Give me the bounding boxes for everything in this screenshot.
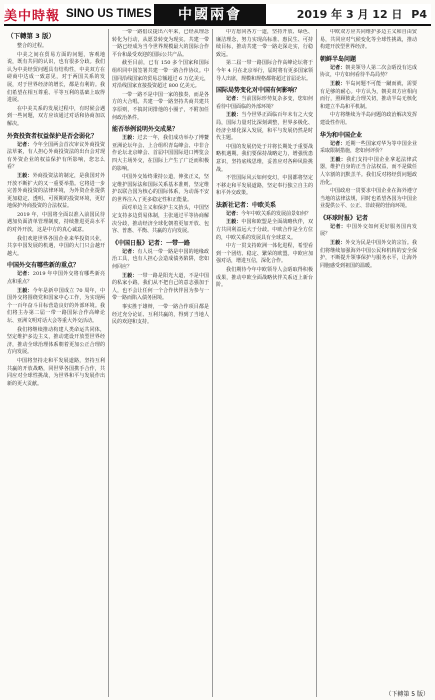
- body-paragraph: 中方愿同各方一道，坚持开放、绿色、廉洁理念，努力实现高标准、惠民生、可持续目标，推动共建一带一路走深走实，行稳致远。: [216, 29, 313, 58]
- section-heading: 《环球时报》记者: [320, 214, 369, 222]
- body-paragraph: 我们期待今年中欧领导人会晤取得积极成果，推动中欧全面战略伙伴关系迈上新台阶。: [216, 267, 313, 289]
- qa-text: 外商投资法的制定，是我国对外开放不断扩大的又一重要举措。它将进一步完善外商投资的法律环境，为外资企业提供更加稳定、透明、可预期的投资环境，更好地保护外商投资的合法权益。: [7, 172, 105, 210]
- section-heading: 朝鲜半岛问题: [320, 55, 357, 63]
- qa-paragraph: [216, 112, 313, 142]
- body-paragraph: 中国外交始终秉持公道，伸张正义，坚定维护国际法和国际关系基本准则，坚定维护以联合国为核心的国际体系，为动荡不安的世界注入了更多稳定性和正能量。: [112, 174, 209, 203]
- qa-text: 2019 年中国外交将有哪些新亮点和重点？: [7, 271, 105, 286]
- qa-paragraph: [216, 219, 313, 242]
- qa-paragraph: [320, 224, 417, 239]
- qa-text: 我们支持中国企业拿起法律武器，维护自身的正当合法权益，而不是做任人宰割的沉默羔羊。我们反对将经贸问题政治化。: [320, 156, 417, 186]
- qa-paragraph: [216, 211, 313, 219]
- qa-text: 中国和欧盟是全面战略伙伴，双方共同利益远大于分歧。中欧合作是全方位的，中欧关系的发展具有全球意义。: [216, 219, 313, 241]
- column-4: [316, 29, 420, 697]
- qa-text: 今年是新中国成立 70 周年，中国外交将围绕党和国家中心工作，为实现两个一百年奋斗目标营造良好的外部环境。我们将主办第二届一带一路国际合作高峰论坛、亚洲文明对话大会等重大外交活动。: [7, 287, 105, 324]
- column-3: [212, 29, 316, 697]
- speaker-label: 王毅：: [17, 172, 33, 179]
- qa-paragraph: [320, 240, 417, 270]
- section-heading: 能否举例说明外交成果？: [112, 126, 179, 134]
- speaker-label: 记者：: [122, 248, 138, 255]
- body-paragraph: 在中美关系的发展过程中，有时候会遇到一些问题，双方应该通过对话和协商加以解决。: [7, 105, 105, 127]
- masthead: [4, 4, 431, 26]
- body-paragraph: 中国政府一贯要求中国企业在海外遵守当地的法律法规，同时也希望各国为中国企业提供公平、公正、非歧视的营商环境。: [320, 188, 417, 210]
- speaker-label: 记者：: [330, 223, 347, 230]
- dateline: [266, 6, 431, 22]
- section-heading: 《中国日报》记者：一带一路: [112, 239, 191, 247]
- brand: [4, 4, 154, 24]
- issue-date: 2019 年 3 月 12 日: [296, 8, 403, 21]
- qa-text: 半岛问题不可能一蹴而就，需要有足够的耐心。中方认为，朝美双方应相向而行，照顾彼此合理关切，推动半岛无核化和建立半岛和平机制。: [320, 80, 417, 110]
- qa-text: 一带一路是阳光大道，不是中国的私家小路。我们从不把自己的意志强加于人，也不会让任何一个合作伙伴因为参与一带一路而陷入债务困境。: [112, 272, 209, 302]
- speaker-label: 王毅：: [122, 272, 138, 279]
- qa-paragraph: [216, 96, 313, 111]
- qa-paragraph: [320, 65, 417, 80]
- qa-paragraph: [7, 173, 105, 211]
- brand-en-name: SINO US TIMES: [66, 8, 152, 20]
- continued-note: （下轉第 5 版）: [385, 691, 429, 698]
- body-paragraph: 第二届一带一路国际合作高峰论坛将于今年 4 月在北京举行，届时将有更多国家领导人出席，规模和规格都将超过首届论坛。: [216, 60, 313, 82]
- section-heading: 中国外交有哪些新的重点？: [7, 262, 80, 270]
- body-paragraph: 我们将继续推动构建人类命运共同体，坚定维护多边主义，推动建设开放型世界经济，推动全球治理体系朝着更加公正合理的方向发展。: [7, 326, 105, 356]
- speaker-label: 记者：: [17, 141, 33, 148]
- body-paragraph: 截至目前，已有 150 多个国家和国际组织同中国签署共建一带一路合作协议。中国同沿线国家的贸易总额超过 6 万亿美元，对沿线国家直接投资超过 800 亿美元。: [112, 60, 209, 90]
- section-heading: 华为和中国企业: [320, 131, 363, 139]
- body-paragraph: 整合的过程。: [17, 43, 48, 49]
- qa-text: 中国外交如何更好服务国内发展？: [320, 223, 417, 238]
- body-paragraph: 事实胜于雄辩，一带一路合作项目都是经过充分论证、互利共赢的，得到了当地人民的欢迎和支持。: [112, 304, 209, 326]
- section-heading: 法新社记者：中欧关系: [216, 201, 277, 209]
- qa-text: 过去一年，我们成功举办了博鳌亚洲论坛年会、上合组织青岛峰会、中非合作论坛北京峰会、首届中国国际进口博览会四大主场外交，在国际上产生了广泛而积极的影响。: [112, 135, 209, 172]
- qa-paragraph: [320, 81, 417, 111]
- speaker-label: 王毅：: [226, 219, 242, 226]
- qa-text: 当今世界正面临百年未有之大变局，国际力量对比深刻调整，世界多极化、经济全球化深入发展，和平与发展仍然是时代主题。: [216, 112, 313, 142]
- qa-paragraph: [112, 249, 209, 272]
- speaker-label: 记者：: [226, 96, 242, 103]
- section-title: 中國兩會: [154, 4, 266, 24]
- body-paragraph: 中欧双方应共同维护多边主义和自由贸易，共同应对气候变化等全球性挑战，推动构建开放型世界经济。: [320, 29, 417, 51]
- speaker-label: 王毅：: [330, 240, 346, 247]
- speaker-label: 王毅：: [330, 80, 346, 87]
- qa-text: 有人说一带一路是中国的地缘政治工具，也有人担心会造成债务陷阱，您如何回应？: [112, 248, 209, 271]
- body-paragraph: 2019 年，中国将全面以准入前国民待遇加负面清单管理制度，持续推进更高水平的对外开放，这是中方的真心诚意。: [7, 211, 105, 234]
- body-paragraph: 中方一贯支持欧洲一体化进程，希望看到一个团结、稳定、繁荣的欧盟。中欧应加强对话，增进互信，深化合作。: [216, 243, 313, 265]
- speaker-label: 记者：: [330, 64, 346, 71]
- qa-text: 近期一些国家对华为等中国企业采取限制措施，您如何评价？: [320, 140, 417, 155]
- continued-from-note: （下轉第 3 版）: [7, 32, 56, 40]
- body-paragraph: 中方将继续为半岛问题的政治解决发挥建设性作用。: [320, 112, 417, 126]
- body-paragraph: 面对单边主义和保护主义抬头，中国坚定支持多边贸易体制，主张通过平等协商解决分歧，推动经济全球化朝着更加开放、包容、普惠、平衡、共赢的方向发展。: [112, 205, 209, 235]
- qa-text: 今年中欧关系的发展前景如何？: [241, 210, 312, 217]
- speaker-label: 王毅：: [122, 135, 138, 142]
- body-paragraph: 一带一路倡议提出六年来，已经从理念转化为行动，从愿景转变为现实。共建一带一路已经成为当今世界规模最大的国际合作平台和最受欢迎的国际公共产品。: [112, 29, 209, 58]
- body-paragraph: 一带一路不是中国一家的独奏，而是各方的大合唱。共建一带一路坚持共商共建共享原则，不搞封闭排他的小圈子，不附加任何政治条件。: [112, 91, 209, 121]
- qa-paragraph: [7, 288, 105, 326]
- qa-text: 外交为民是中国外交的宗旨。我们将继续加强海外中国公民和机构的安全保护，不断提升领事保护与服务水平，让海外同胞感受到祖国的温暖。: [320, 240, 417, 269]
- speaker-label: 王毅：: [17, 287, 33, 294]
- qa-paragraph: [112, 135, 209, 173]
- qa-text: 当前国际形势复杂多变，您如何看待中国面临的外部环境？: [216, 96, 313, 110]
- speaker-label: 王毅：: [330, 156, 347, 163]
- speaker-label: 记者：: [17, 271, 33, 278]
- qa-paragraph: [112, 273, 209, 303]
- brand-cn-name: 美中時報: [4, 8, 61, 24]
- section-heading: 国际局势变化对中国有何影响？: [216, 87, 301, 95]
- column-1: [4, 29, 108, 697]
- body-paragraph: 我们欢迎世界各国企业来华投资兴业，共享中国发展的机遇，中国的大门只会越开越大。: [7, 235, 105, 257]
- qa-text: 今年全国两会首次审议外商投资法草案，有人担心外商投资法的出台会对现有外资企业的权益保护有所影响，您怎么看？: [7, 141, 105, 171]
- section-heading: 外资投资者权益保护是否会弱化？: [7, 132, 98, 140]
- body-paragraph: 不管国际风云如何变幻，中国都将坚定不移走和平发展道路，坚定奉行独立自主的和平外交政策。: [216, 175, 313, 197]
- speaker-label: 王毅：: [226, 112, 242, 119]
- qa-paragraph: [7, 142, 105, 172]
- qa-text: 朝美领导人第二次会晤没有达成协议，中方如何看待半岛局势？: [320, 64, 417, 79]
- body-paragraph: 中国的发展仍处于并将长期处于重要战略机遇期。我们要保持战略定力，增强忧患意识，坚持底线思维，妥善应对各种风险挑战。: [216, 143, 313, 173]
- column-2: [108, 29, 212, 697]
- qa-paragraph: [320, 157, 417, 187]
- body-paragraph: 中美之间在贸易方面的问题，客观地说，既有共同的认识，也有很多分歧。我们认为中美经贸问题具有结构性，中美双方在磋商中达成一致意见，对于两国关系的发展，对于世界经济的增长，都是有利的。我们希望在相互尊重、平等互利的基础上取得进展。: [7, 51, 105, 104]
- qa-paragraph: [320, 141, 417, 156]
- article-columns: [4, 29, 431, 697]
- page-number: P4: [411, 8, 427, 21]
- speaker-label: 记者：: [330, 140, 346, 147]
- body-paragraph: 中国将坚持走和平发展道路，坚持互利共赢的开放战略，同世界各国携手合作，共同应对全球性挑战，为世界和平与发展作出新的更大贡献。: [7, 357, 105, 387]
- speaker-label: 记者：: [226, 210, 242, 217]
- qa-paragraph: [7, 271, 105, 286]
